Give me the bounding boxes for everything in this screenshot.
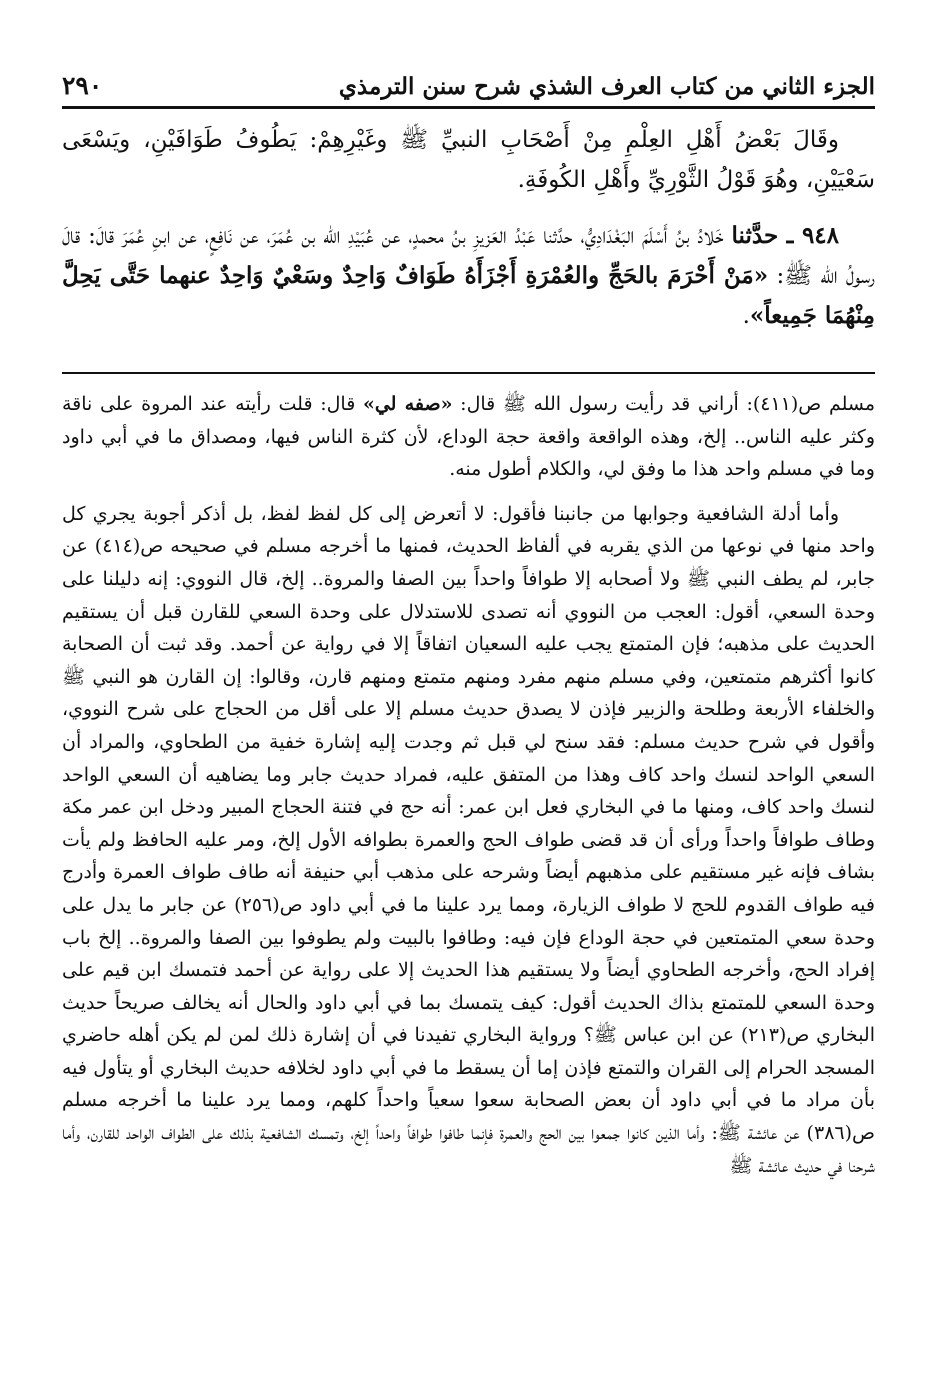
commentary-notes: [62, 388, 875, 1182]
header-rule: [62, 106, 875, 109]
hadith-lead: حدَّثنا: [731, 222, 779, 249]
notes-paragraph: [62, 388, 875, 486]
page-number: ٢٩٠: [62, 71, 103, 100]
hadith-number: ٩٤٨: [801, 222, 839, 249]
hadith-isnad: خَلادُ بنُ أَسْلَمَ البَغْدَادِيُّ، حدَّثنا عَبْدُ العَزيزِ بنُ محمدٍ، عن عُبَيْدِ الله بن عُمَرَ، عن نَافِعٍ، عن ابنِ عُمَرَ قالَ: قالَ رسولُ الله ﷺ:: [62, 223, 875, 289]
notes-bold-quote: «صفه لي»: [362, 393, 453, 415]
page-header: [62, 58, 875, 100]
notes-paragraph: وأما أدلة الشافعية وجوابها من جانبنا فأقول: لا أتعرض إلى كل لفظ لفظ، بل أذكر أجوبة يجري كل واحد منها في نوعها من الذي يقربه في ألفاظ الحديث، فمنها ما أخرجه مسلم في صحيحه ص(٤١٤) عن جابر، لم يطف النبي ﷺ ولا أصحابه إلا طوافاً واحداً بين الصفا والمروة.. إلخ، قال النووي: إنه دليلنا على وحدة السعي، أقول: العجب من النووي أنه تصدى للاستدلال على وحدة السعي للقارن قبل أن يستقيم الحديث على مذهبه؛ فإن المتمتع يجب عليه السعيان اتفاقاً إلا في رواية عن أحمد. وقد ثبت أن الصحابة كانوا أكثرهم متمتعين، وفي مسلم منهم مفرد ومنهم متمتع ومنهم قارن، وقالوا: إن القارن هو النبي ﷺ والخلفاء الأربعة وطلحة والزبير فإذن لا يصدق حديث مسلم إلا على أقل من الحجاج على شرح النووي، وأقول في شرح حديث مسلم: فقد سنح لي قبل ثم وجدت إليه إشارة خفية من الطحاوي، والمراد أن السعي الواحد لنسك واحد كاف وهذا من المتفق عليه، فمراد حديث جابر وما يضاهيه أن السعي الواحد لنسك واحد كاف، ومنها ما في البخاري فعل ابن عمر: أنه حج في فتنة الحجاج المبير ودخل ابن عمر مكة وطاف طوافاً واحداً ورأى أن قد قضى طواف الحج والعمرة بطوافه الأول إلخ، ومر عليه الحافظ ولم يأت بشاف فإنه غير مستقيم على مذهبهم أيضاً وشرحه على مذهب أبي حنيفة أنه طاف طواف العمرة وأدرج فيه طواف القدوم للحج لا طواف الزيارة، ومما يرد علينا ما في أبي داود ص(٢٥٦) عن جابر ما يدل على وحدة سعي المتمتعين في حجة الوداع فإن فيه: وطافوا بالبيت ولم يطوفوا بين الصفا والمروة.. إلخ باب إفراد الحج، وأخرجه الطحاوي أيضاً ولا يستقيم هذا الحديث إلا على رواية عن أحمد فتمسك ابن قيم على وحدة السعي للمتمتع بذاك الحديث أقول: كيف يتمسك بما في أبي داود والحال أنه يخالف صريحاً حديث البخاري ص(٢١٣) عن ابن عباس ﷺ؟ ورواية البخاري تفيدنا في أن إشارة ذلك لمن لم يكن أهله حاضري المسجد الحرام إلى القران والتمتع فإذن إما أن يسقط ما في أبي داود لخلافه حديث البخاري أو يتأول فيه بأن مراد ما في أبي داود أن بعض الصحابة سعوا سعياً واحداً كلهم، ومما يرد علينا ما أخرجه مسلم ص(٣٨٦) عن عائشة ﷺ: وأما الذين كانوا جمعوا بين الحج والعمرة فإنما طافوا طوافاً واحداً إلخ، وتمسك الشافعية بذلك على الطواف الواحد للقارن، وأما شرحنا في حديث عائشة ﷺ: [62, 502, 875, 1177]
hadith-separator: ـ: [778, 222, 802, 249]
running-title: الجزء الثاني من كتاب العرف الشذي شرح سنن الترمذي: [338, 73, 875, 100]
notes-text: قال: قلت رأيته عند المروة على ناقة وكثر عليه الناس.. إلخ، وهذه الواقعة واقعة حجة الوداع، لأن كثرة الناس فيها، ومصداق ما في أبي داود وما في مسلم واحد هذا ما وفق لي، والكلام أطول منه.: [62, 393, 875, 481]
main-text: [62, 120, 875, 336]
hadith-quote: «مَنْ أَحْرَمَ بالحَجِّ والعُمْرَةِ أَجْزَأَهُ طَوَافٌ وَاحِدٌ وسَعْيٌ وَاحِدٌ عنهما حَتَّى يَحِلَّ مِنْهُمَا جَمِيعاً»: [62, 262, 875, 329]
hadith-end: .: [742, 303, 750, 329]
main-paragraph: وقَالَ بَعْضُ أَهْلِ العِلْمِ مِنْ أَصْحَابِ النبيِّ ﷺ وغَيْرِهِمْ: يَطُوفُ طَوَافَيْنِ، ويَسْعَى سَعْيَيْنِ، وهُوَ قَوْلُ الثَّوْرِيِّ وأَهْلِ الكُوفَةِ.: [62, 127, 875, 193]
hadith-paragraph: [62, 216, 875, 336]
footnote-rule: [62, 372, 875, 374]
notes-text: مسلم ص(٤١١): أراني قد رأيت رسول الله ﷺ قال:: [452, 393, 876, 415]
